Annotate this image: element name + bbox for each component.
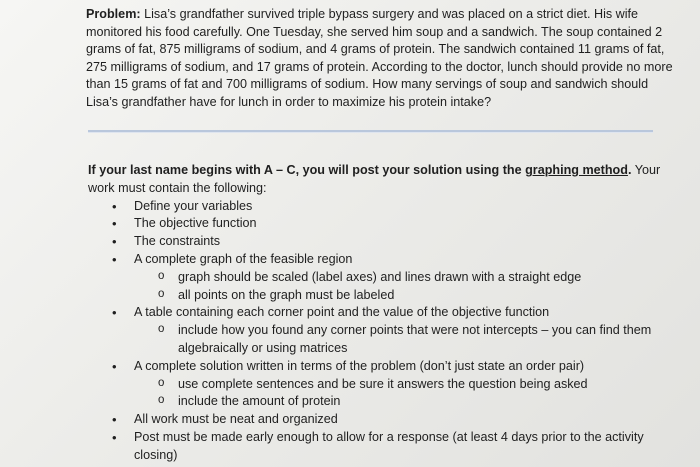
sub-list (134, 322, 673, 358)
instructions-section (88, 162, 673, 465)
sub-list-item: o all points on the graph must be labeled (134, 287, 673, 305)
graphing-method-text: graphing method (525, 163, 628, 177)
list-item: • A complete solution written in terms of the problem (don’t just state an order pair) o use complete sentences and be sure it answers the question being asked o include the amount of protein (88, 358, 673, 411)
list-item: • All work must be neat and organized (88, 411, 673, 429)
sub-list-item: o use complete sentences and be sure it answers the question being asked (134, 376, 673, 394)
problem-statement (86, 6, 676, 112)
requirements-list (88, 198, 673, 465)
intro-rest: Your work must contain the following: (88, 163, 661, 195)
divider-line (88, 130, 653, 133)
list-item: • Define your variables (88, 198, 673, 216)
problem-label: Problem: (86, 7, 141, 21)
sub-list-item: o graph should be scaled (label axes) and lines drawn with a straight edge (134, 269, 673, 287)
intro-period: . (627, 163, 632, 177)
sub-list (134, 376, 673, 412)
intro-bold: If your last name begins with A – C, you will post your solution using the (88, 163, 522, 177)
sub-list-item: o include the amount of protein (134, 393, 673, 411)
sub-list-item: o include how you found any corner points that were not intercepts – you can find them algebraically or using matrices (134, 322, 673, 358)
list-item: • The objective function (88, 215, 673, 233)
sub-list (134, 269, 673, 305)
problem-text: Lisa’s grandfather survived triple bypass surgery and was placed on a strict diet. His wife monitored his food carefully. One Tuesday, she served him soup and a sandwich. The soup contained 2 grams of fat, 875 milligrams of sodium, and 4 grams of protein. The sandwich contained 11 grams of fat, 275 milligrams of sodium, and 17 grams of protein. According to the doctor, lunch should provide no more than 15 grams of fat and 700 milligrams of sodium. How many servings of soup and sandwich should Lisa’s grandfather have for lunch in order to maximize his protein intake? (86, 7, 673, 109)
list-item: • Post must be made early enough to allow for a response (at least 4 days prior to the activity closing) (88, 429, 673, 465)
list-item: • The constraints (88, 233, 673, 251)
instructions-intro (88, 162, 673, 198)
list-item: • A complete graph of the feasible region o graph should be scaled (label axes) and lines drawn with a straight edge o all points on the graph must be labeled (88, 251, 673, 304)
list-item: • A table containing each corner point and the value of the objective function o include how you found any corner points that were not intercepts – you can find them algebraically or using matrices (88, 304, 673, 357)
